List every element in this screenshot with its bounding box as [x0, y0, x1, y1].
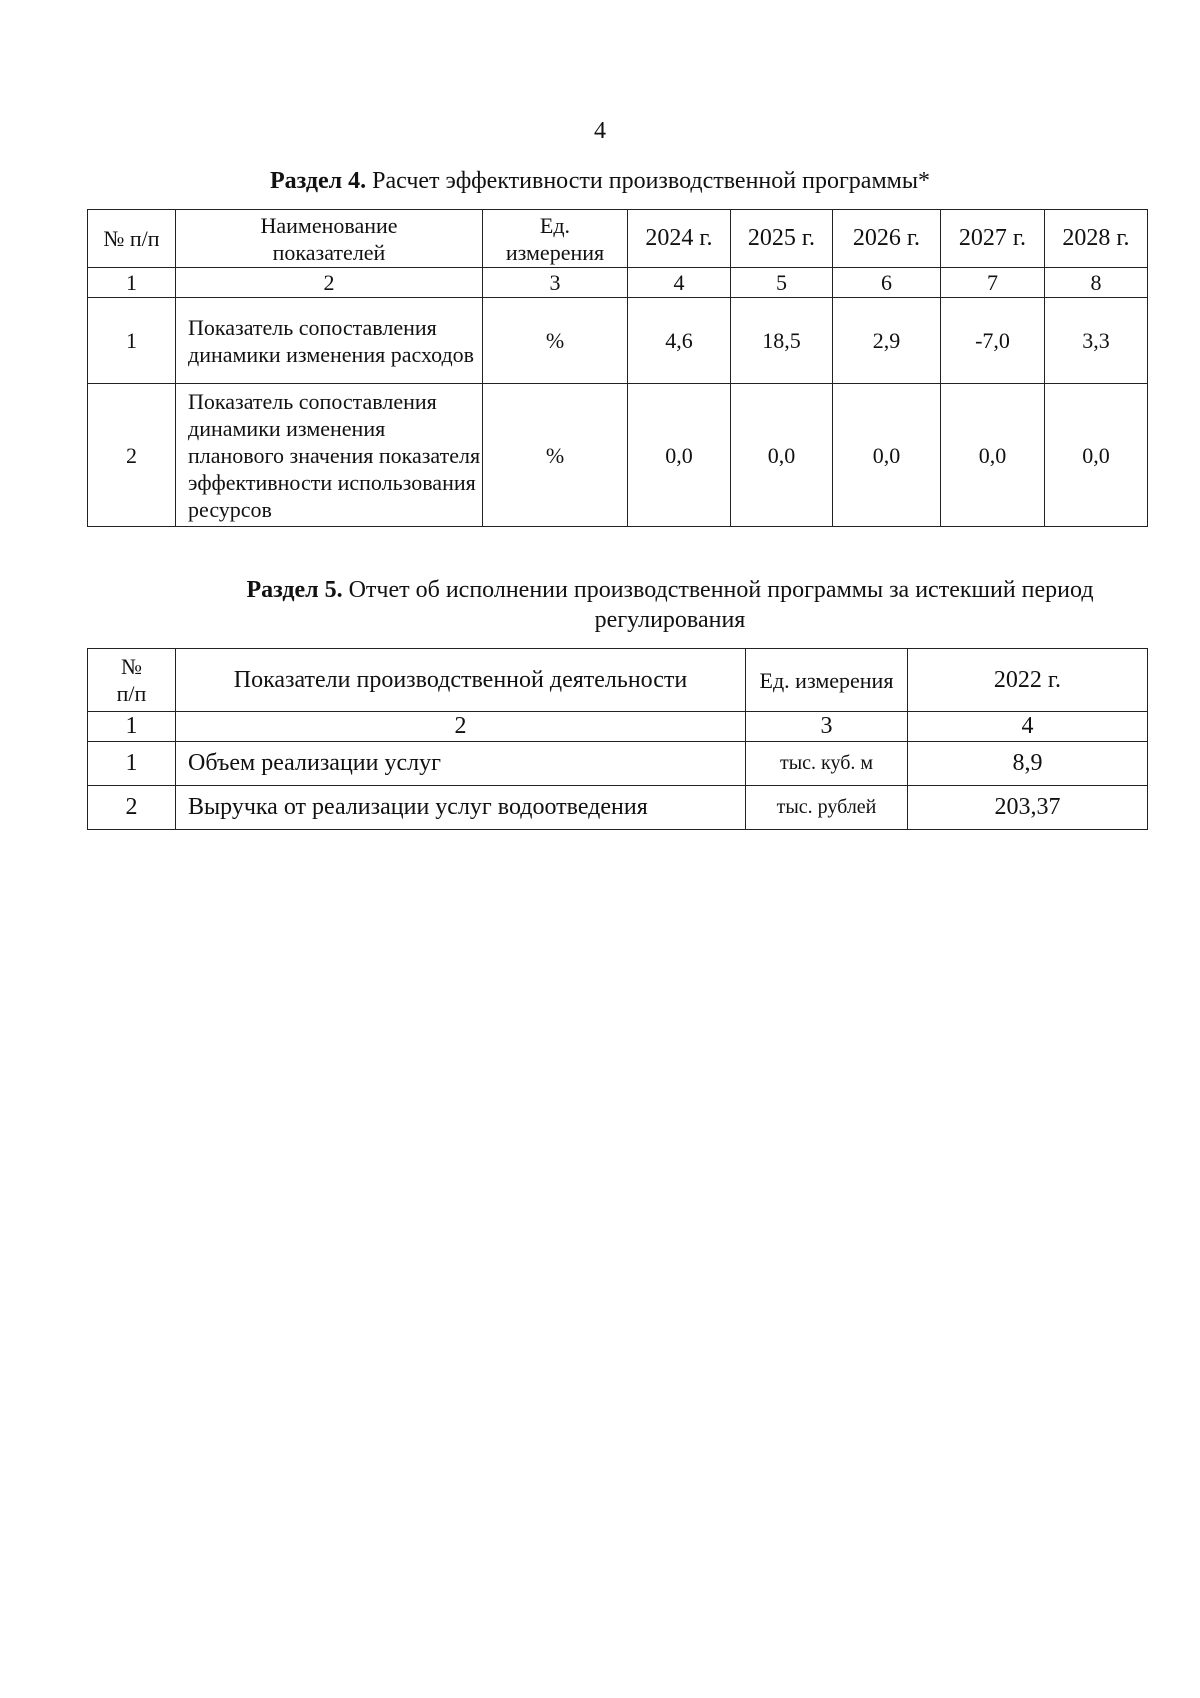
- row-value: 203,37: [908, 786, 1148, 830]
- page-number: 4: [594, 118, 606, 144]
- header-year: 2022 г.: [908, 649, 1148, 712]
- row-value: 0,0: [731, 384, 833, 527]
- row-num: 1: [88, 742, 176, 786]
- header-unit: Ед. измерения: [746, 649, 908, 712]
- section-4-title: [0, 166, 1200, 196]
- row-value: -7,0: [941, 298, 1045, 384]
- row-value: 4,6: [628, 298, 731, 384]
- header-num: № п/п: [88, 210, 176, 268]
- table-header-row: [88, 649, 1148, 712]
- row-name: Показатель сопоставления динамики изменения расходов: [176, 298, 483, 384]
- table-row: [88, 742, 1148, 786]
- header-2028: 2028 г.: [1045, 210, 1148, 268]
- index-cell: 7: [941, 268, 1045, 298]
- row-value: 0,0: [941, 384, 1045, 527]
- index-cell: 1: [88, 268, 176, 298]
- section-4-title-lead: Раздел 4.: [270, 168, 367, 194]
- column-index-row: [88, 268, 1148, 298]
- row-num: 2: [88, 384, 176, 527]
- row-value: 0,0: [628, 384, 731, 527]
- index-cell: 8: [1045, 268, 1148, 298]
- section-5-title: [200, 575, 1140, 635]
- index-cell: 4: [908, 712, 1148, 742]
- row-value: 8,9: [908, 742, 1148, 786]
- row-unit: %: [483, 298, 628, 384]
- table-row: [88, 786, 1148, 830]
- section-5-title-lead: Раздел 5.: [246, 577, 343, 603]
- row-value: 18,5: [731, 298, 833, 384]
- row-value: 3,3: [1045, 298, 1148, 384]
- table-row: [88, 384, 1148, 527]
- row-unit: тыс. куб. м: [746, 742, 908, 786]
- section-5-title-text: Отчет об исполнении производственной программы за истекший период регулирования: [342, 577, 1094, 633]
- row-name: Выручка от реализации услуг водоотведения: [176, 786, 746, 830]
- header-2026: 2026 г.: [833, 210, 941, 268]
- row-name: Объем реализации услуг: [176, 742, 746, 786]
- efficiency-table: [87, 209, 1148, 527]
- header-2024: 2024 г.: [628, 210, 731, 268]
- index-cell: 2: [176, 712, 746, 742]
- header-name: Наименование показателей: [176, 210, 483, 268]
- row-unit: тыс. рублей: [746, 786, 908, 830]
- program-report-table: [87, 648, 1148, 830]
- row-num: 1: [88, 298, 176, 384]
- section-4-title-text: Расчет эффективности производственной программы*: [366, 168, 930, 194]
- header-unit: Ед. измерения: [483, 210, 628, 268]
- row-unit: %: [483, 384, 628, 527]
- index-cell: 2: [176, 268, 483, 298]
- index-cell: 3: [483, 268, 628, 298]
- index-cell: 5: [731, 268, 833, 298]
- header-2025: 2025 г.: [731, 210, 833, 268]
- row-value: 2,9: [833, 298, 941, 384]
- header-2027: 2027 г.: [941, 210, 1045, 268]
- row-value: 0,0: [833, 384, 941, 527]
- header-name: Показатели производственной деятельности: [176, 649, 746, 712]
- table-row: [88, 298, 1148, 384]
- row-num: 2: [88, 786, 176, 830]
- header-num: № п/п: [88, 649, 176, 712]
- index-cell: 3: [746, 712, 908, 742]
- row-name: Показатель сопоставления динамики изменения планового значения показателя эффективности использования ресурсов: [176, 384, 483, 527]
- index-cell: 6: [833, 268, 941, 298]
- column-index-row: [88, 712, 1148, 742]
- row-value: 0,0: [1045, 384, 1148, 527]
- index-cell: 4: [628, 268, 731, 298]
- index-cell: 1: [88, 712, 176, 742]
- table-header-row: [88, 210, 1148, 268]
